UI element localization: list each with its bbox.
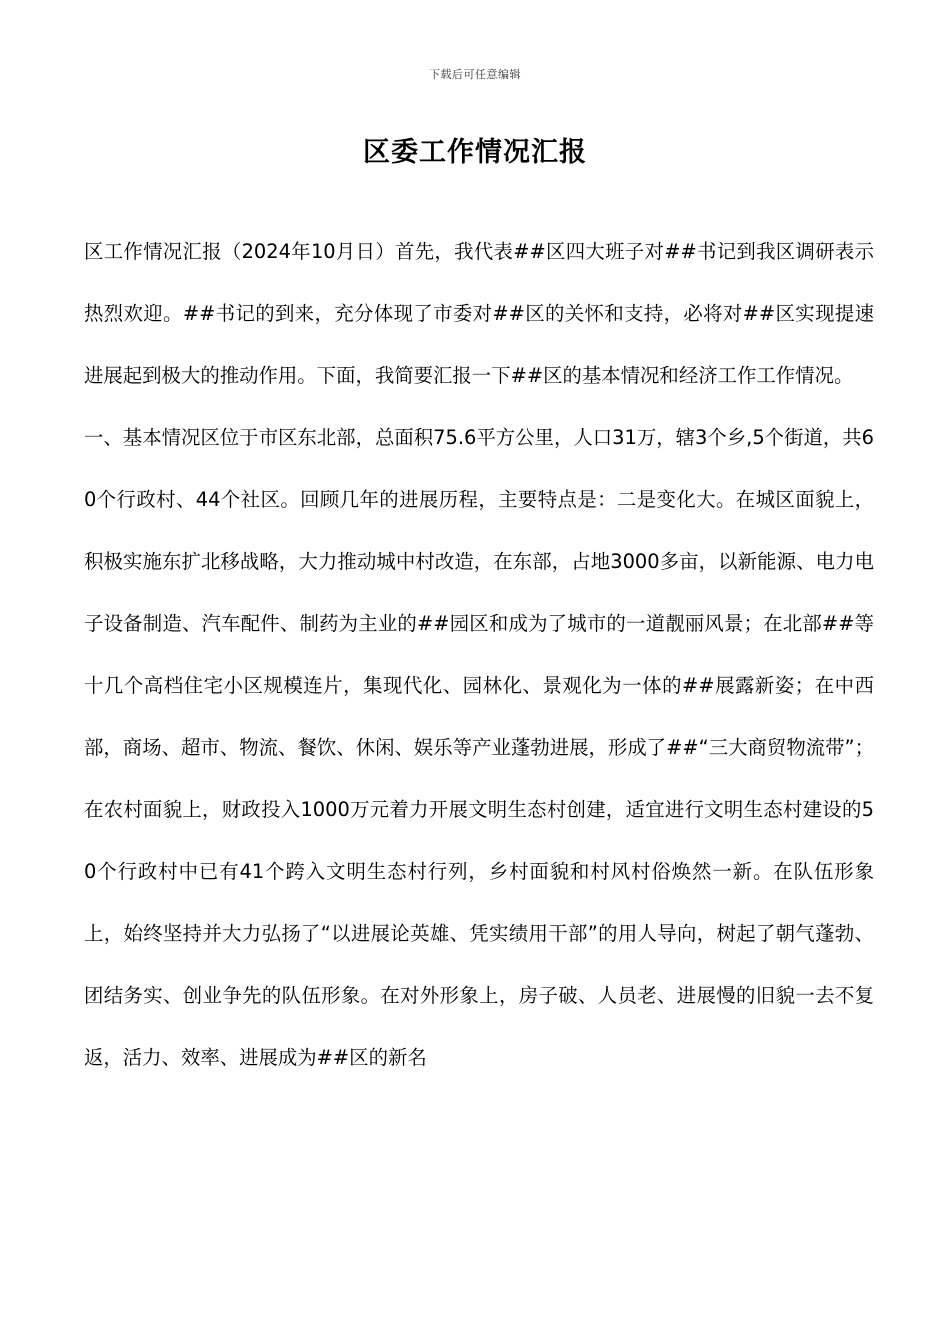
document-title: 区委工作情况汇报: [363, 137, 587, 168]
header-note: 下载后可任意编辑: [429, 68, 521, 81]
paragraph-basic-situation: 一、基本情况区位于市区东北部，总面积75.6平方公里，人口31万，辖3个乡,5个街道，共60个行政村、44个社区。回顾几年的进展历程，主要特点是：二是变化大。在城区面貌上，积极实施东扩北移战略，大力推动城中村改造，在东部，占地3000多亩，以新能源、电力电子设备制造、汽车配件、制药为主业的##园区和成为了城市的一道靓丽风景；在北部##等十几个高档住宅小区规模连片，集现代化、园林化、景观化为一体的##展露新姿；在中西部，商场、超市、物流、餐饮、休闲、娱乐等产业蓬勃进展，形成了##“三大商贸物流带”；在农村面貌上，财政投入1000万元着力开展文明生态村创建，适宜进行文明生态村建设的50个行政村中已有41个跨入文明生态村行列，乡村面貌和村风村俗焕然一新。在队伍形象上，始终坚持并大力弘扬了“以进展论英雄、凭实绩用干部”的用人导向，树起了朝气蓬勃、团结务实、创业争先的队伍形象。在对外形象上，房子破、人员老、进展慢的旧貌一去不复返，活力、效率、进展成为##区的新名: [84, 426, 874, 1069]
document-body: [84, 221, 874, 1089]
paragraph-intro: 区工作情况汇报（2024年10月日）首先，我代表##区四大班子对##书记到我区调研表示热烈欢迎。##书记的到来，充分体现了市委对##区的关怀和支持，必将对##区实现提速进展起到极大的推动作用。下面，我简要汇报一下##区的基本情况和经济工作工作情况。: [84, 240, 874, 387]
